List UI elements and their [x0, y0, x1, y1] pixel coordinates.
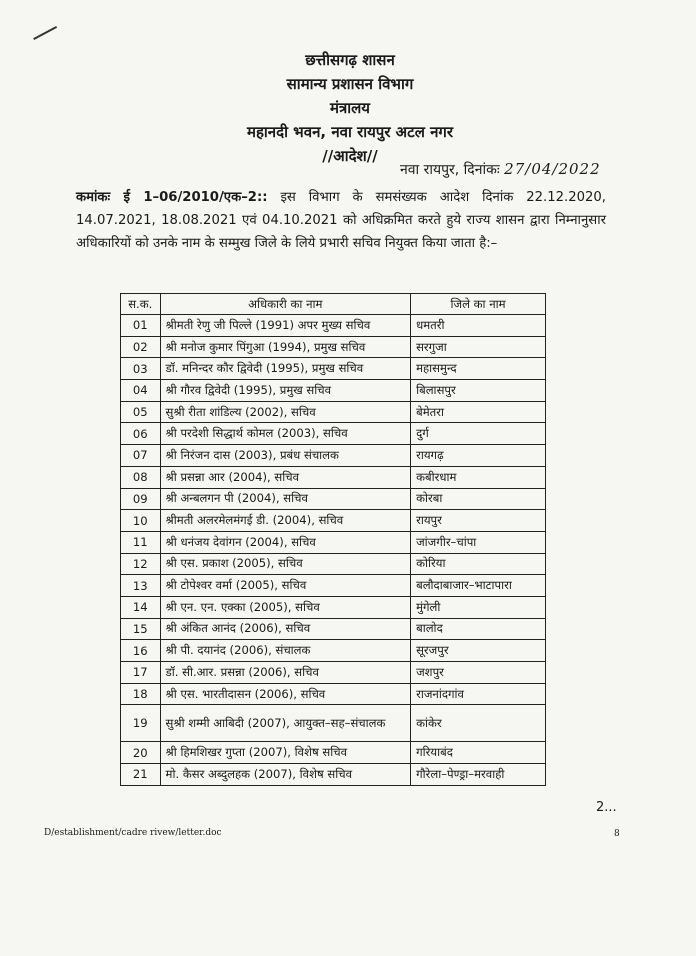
- officer-name-cell: सुश्री रीता शांडिल्य (2002), सचिव: [160, 401, 411, 423]
- serial-cell: 13: [121, 575, 161, 597]
- serial-cell: 07: [121, 445, 161, 467]
- officer-name-cell: श्री निरंजन दास (2003), प्रबंध संचालक: [160, 445, 411, 467]
- serial-cell: 04: [121, 380, 161, 402]
- order-text: इस विभाग के समसंख्यक आदेश दिनांक 22.12.2020, 14.07.2021, 18.08.2021 एवं 04.10.2021 को अधिक्रमित करते हुये राज्य शासन द्वारा निम्नानुसार अधिकारियों को उनके नाम के सम्मुख जिले के लिये प्रभारी सचिव नियुक्त किया जाता है:–: [76, 190, 606, 251]
- district-cell: महासमुन्द: [411, 358, 546, 380]
- serial-cell: 06: [121, 423, 161, 445]
- order-reference: कमांकः ई 1–06/2010/एक–2::: [76, 190, 268, 205]
- serial-cell: 09: [121, 488, 161, 510]
- date-label: नवा रायपुर, दिनांकः: [400, 162, 500, 178]
- officer-name-cell: श्री प्रसन्ना आर (2004), सचिव: [160, 466, 411, 488]
- district-cell: दुर्ग: [411, 423, 546, 445]
- table-row: [121, 510, 546, 532]
- dateline: [400, 160, 601, 179]
- pen-stroke-mark: [33, 26, 57, 40]
- table-row: [121, 358, 546, 380]
- officer-name-cell: श्री अन्बलगन पी (2004), सचिव: [160, 488, 411, 510]
- serial-cell: 17: [121, 662, 161, 684]
- table-row: [121, 683, 546, 705]
- table-row: [121, 662, 546, 684]
- district-cell: बिलासपुर: [411, 380, 546, 402]
- serial-cell: 19: [121, 705, 161, 742]
- serial-cell: 08: [121, 466, 161, 488]
- order-paragraph: [76, 186, 606, 255]
- officer-name-cell: श्री एस. प्रकाश (2005), सचिव: [160, 553, 411, 575]
- officer-name-cell: श्री धनंजय देवांगन (2004), सचिव: [160, 531, 411, 553]
- serial-cell: 14: [121, 596, 161, 618]
- district-cell: गरियाबंद: [411, 742, 546, 764]
- district-cell: कोरिया: [411, 553, 546, 575]
- district-cell: कबीरधाम: [411, 466, 546, 488]
- district-cell: सरगुजा: [411, 336, 546, 358]
- district-cell: रायगढ़: [411, 445, 546, 467]
- ministry-name: मंत्रालय: [329, 99, 370, 117]
- officer-name-cell: श्री परदेशी सिद्धार्थ कोमल (2003), सचिव: [160, 423, 411, 445]
- header-serial: स.क.: [121, 294, 161, 315]
- header-district-name: जिले का नाम: [411, 294, 546, 315]
- district-cell: धमतरी: [411, 315, 546, 337]
- district-cell: बलौदाबाजार–भाटापारा: [411, 575, 546, 597]
- serial-cell: 05: [121, 401, 161, 423]
- serial-cell: 15: [121, 618, 161, 640]
- table-row: [121, 705, 546, 742]
- serial-cell: 10: [121, 510, 161, 532]
- district-cell: रायपुर: [411, 510, 546, 532]
- table-row: [121, 423, 546, 445]
- table-row: [121, 445, 546, 467]
- officer-name-cell: श्री टोपेश्वर वर्मा (2005), सचिव: [160, 575, 411, 597]
- district-cell: राजनांदगांव: [411, 683, 546, 705]
- officers-table: [120, 293, 546, 786]
- letterhead: [180, 48, 520, 168]
- footer-file-path: D/establishment/cadre rivew/letter.doc: [44, 828, 222, 838]
- district-cell: सूरजपुर: [411, 640, 546, 662]
- header-officer-name: अधिकारी का नाम: [160, 294, 411, 315]
- table-row: [121, 553, 546, 575]
- district-cell: कांकेर: [411, 705, 546, 742]
- table-row: [121, 640, 546, 662]
- table-row: [121, 380, 546, 402]
- date-value: 27/04/2022: [504, 160, 601, 178]
- government-name: छत्तीसगढ़ शासन: [305, 51, 395, 69]
- officer-name-cell: श्रीमती अलरमेलमंगई डी. (2004), सचिव: [160, 510, 411, 532]
- officer-name-cell: श्रीमती रेणु जी पिल्ले (1991) अपर मुख्य सचिव: [160, 315, 411, 337]
- officer-name-cell: सुश्री शम्मी आबिदी (2007), आयुक्त–सह–संचालक: [160, 705, 411, 742]
- serial-cell: 01: [121, 315, 161, 337]
- serial-cell: 18: [121, 683, 161, 705]
- table-row: [121, 596, 546, 618]
- table-row: [121, 618, 546, 640]
- table-row: [121, 742, 546, 764]
- serial-cell: 11: [121, 531, 161, 553]
- table-row: [121, 315, 546, 337]
- district-cell: जांजगीर–चांपा: [411, 531, 546, 553]
- serial-cell: 20: [121, 742, 161, 764]
- officer-name-cell: श्री पी. दयानंद (2006), संचालक: [160, 640, 411, 662]
- officer-name-cell: डॉ. मनिन्दर कौर द्विवेदी (1995), प्रमुख सचिव: [160, 358, 411, 380]
- continued-page-marker: 2...: [596, 800, 617, 815]
- order-heading: //आदेश//: [322, 147, 378, 165]
- office-address: महानदी भवन, नवा रायपुर अटल नगर: [246, 123, 454, 141]
- footer-number: 8: [614, 829, 620, 839]
- table-row: [121, 575, 546, 597]
- district-cell: मुंगेली: [411, 596, 546, 618]
- serial-cell: 16: [121, 640, 161, 662]
- officer-name-cell: डॉ. सी.आर. प्रसन्ना (2006), सचिव: [160, 662, 411, 684]
- table-row: [121, 466, 546, 488]
- officer-name-cell: श्री एन. एन. एक्का (2005), सचिव: [160, 596, 411, 618]
- serial-cell: 21: [121, 764, 161, 786]
- officer-name-cell: मो. कैसर अब्दुलहक (2007), विशेष सचिव: [160, 764, 411, 786]
- table-row: [121, 531, 546, 553]
- table-row: [121, 488, 546, 510]
- district-cell: बेमेतरा: [411, 401, 546, 423]
- serial-cell: 03: [121, 358, 161, 380]
- district-cell: जशपुर: [411, 662, 546, 684]
- table-row: [121, 764, 546, 786]
- serial-cell: 02: [121, 336, 161, 358]
- officer-name-cell: श्री गौरव द्विवेदी (1995), प्रमुख सचिव: [160, 380, 411, 402]
- table-header-row: [121, 294, 546, 315]
- district-cell: गौरेला–पेण्ड्रा–मरवाही: [411, 764, 546, 786]
- officer-name-cell: श्री हिमशिखर गुप्ता (2007), विशेष सचिव: [160, 742, 411, 764]
- officer-name-cell: श्री मनोज कुमार पिंगुआ (1994), प्रमुख सचिव: [160, 336, 411, 358]
- officer-name-cell: श्री अंकित आनंद (2006), सचिव: [160, 618, 411, 640]
- table-row: [121, 401, 546, 423]
- table-row: [121, 336, 546, 358]
- serial-cell: 12: [121, 553, 161, 575]
- department-name: सामान्य प्रशासन विभाग: [286, 75, 414, 93]
- district-cell: बालोद: [411, 618, 546, 640]
- district-cell: कोरबा: [411, 488, 546, 510]
- officer-name-cell: श्री एस. भारतीदासन (2006), सचिव: [160, 683, 411, 705]
